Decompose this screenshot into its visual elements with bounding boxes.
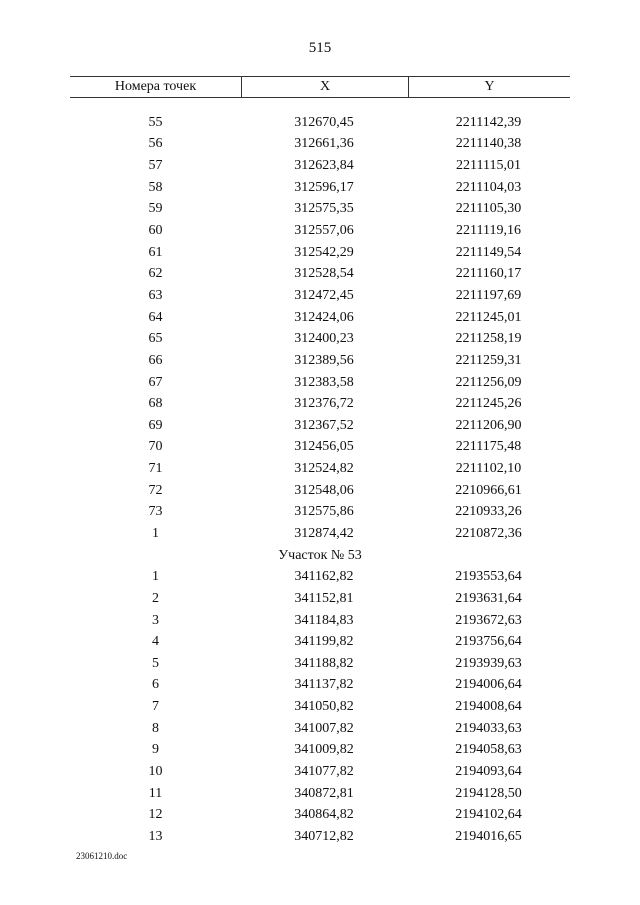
point-number-cell: 70 [148, 439, 163, 455]
x-coordinate-cell: 312557,06 [294, 223, 354, 239]
point-number-cell: 1 [152, 525, 159, 541]
point-number-cell: 62 [148, 266, 163, 282]
x-coordinate-cell: 341184,83 [294, 612, 354, 628]
y-coordinate-cell: 2211245,01 [455, 309, 522, 325]
header-y: Y [484, 79, 495, 94]
y-coordinate-cell: 2210872,36 [455, 525, 522, 541]
x-coordinate-cell: 312528,54 [294, 266, 354, 282]
x-coordinate-cell: 312367,52 [294, 417, 354, 433]
table-body [70, 112, 570, 848]
point-number-cell: 73 [148, 504, 163, 520]
x-coordinate-cell: 341199,82 [294, 634, 354, 650]
x-coordinate-cell: 312542,29 [294, 244, 354, 260]
y-coordinate-cell: 2193672,63 [455, 612, 522, 628]
y-coordinate-cell: 2193553,64 [455, 569, 522, 585]
point-number-cell: 2 [152, 590, 159, 606]
y-coordinate-cell: 2194093,64 [455, 764, 522, 780]
y-coordinate-cell: 2193631,64 [455, 590, 522, 606]
point-number-cell: 13 [148, 828, 163, 844]
x-coordinate-cell: 312575,86 [294, 504, 354, 520]
x-coordinate-cell: 312376,72 [294, 396, 354, 412]
table-row [70, 437, 570, 459]
y-coordinate-cell: 2211115,01 [456, 158, 521, 174]
point-number-cell: 1 [152, 569, 159, 585]
x-coordinate-cell: 312596,17 [294, 179, 354, 195]
point-number-cell: 6 [152, 677, 159, 693]
table-row [70, 480, 570, 502]
table-row [70, 220, 570, 242]
point-number-cell: 69 [148, 417, 163, 433]
header-x: X [242, 77, 409, 97]
footer-filename: 23061210.doc [76, 851, 128, 861]
x-coordinate-cell: 312472,45 [294, 287, 354, 303]
point-number-cell: 59 [148, 201, 163, 217]
x-coordinate-cell: 312575,35 [294, 201, 354, 217]
point-number-cell: 71 [148, 461, 163, 477]
y-coordinate-cell: 2211105,30 [455, 201, 522, 217]
point-number-cell: 61 [148, 244, 163, 260]
x-coordinate-cell: 341009,82 [294, 742, 354, 758]
point-number-cell: 60 [148, 223, 163, 239]
x-coordinate-cell: 341152,81 [294, 590, 354, 606]
point-number-cell: 66 [148, 352, 163, 368]
table-row [70, 610, 570, 632]
x-coordinate-cell: 340712,82 [294, 828, 354, 844]
x-coordinate-cell: 312623,84 [294, 158, 354, 174]
x-coordinate-cell: 312389,56 [294, 352, 354, 368]
y-coordinate-cell: 2211140,38 [455, 136, 522, 152]
y-coordinate-cell: 2211175,48 [455, 439, 522, 455]
rows-group-a [70, 112, 570, 545]
table-row [70, 328, 570, 350]
y-coordinate-cell: 2193756,64 [455, 634, 522, 650]
point-number-cell: 72 [148, 482, 163, 498]
page-number: 515 [308, 40, 332, 56]
table-row [70, 740, 570, 762]
x-coordinate-cell: 312456,05 [294, 439, 354, 455]
x-coordinate-cell: 312400,23 [294, 331, 354, 347]
table-row [70, 718, 570, 740]
table-row [70, 696, 570, 718]
point-number-cell: 11 [148, 785, 163, 801]
x-coordinate-cell: 312874,42 [294, 525, 354, 541]
table-row [70, 502, 570, 524]
y-coordinate-cell: 2194016,65 [455, 828, 522, 844]
point-number-cell: 4 [152, 634, 159, 650]
y-coordinate-cell: 2211149,54 [455, 244, 522, 260]
table-row [70, 263, 570, 285]
y-coordinate-cell: 2194033,63 [455, 720, 522, 736]
y-coordinate-cell: 2211258,19 [455, 331, 522, 347]
point-number-cell: 68 [148, 396, 163, 412]
x-coordinate-cell: 312661,36 [294, 136, 354, 152]
rows-group-b [70, 566, 570, 847]
point-number-cell: 56 [148, 136, 163, 152]
x-coordinate-cell: 340864,82 [294, 807, 354, 823]
table-row [70, 761, 570, 783]
table-row [70, 523, 570, 545]
y-coordinate-cell: 2211259,31 [455, 352, 522, 368]
table-row [70, 631, 570, 653]
point-number-cell: 12 [148, 807, 163, 823]
x-coordinate-cell: 341007,82 [294, 720, 354, 736]
table-header [70, 76, 570, 98]
y-coordinate-cell: 2211197,69 [455, 287, 522, 303]
table-row [70, 307, 570, 329]
y-coordinate-cell: 2211245,26 [455, 396, 522, 412]
x-coordinate-cell: 312524,82 [294, 461, 354, 477]
y-coordinate-cell: 2194102,64 [455, 807, 522, 823]
x-coordinate-cell: 340872,81 [294, 785, 354, 801]
x-coordinate-cell: 341077,82 [294, 764, 354, 780]
point-number-cell: 58 [148, 179, 163, 195]
table-row [70, 372, 570, 394]
table-row [70, 199, 570, 221]
table-row [70, 393, 570, 415]
point-number-cell: 7 [152, 699, 159, 715]
table-row [70, 112, 570, 134]
table-row [70, 588, 570, 610]
y-coordinate-cell: 2211119,16 [456, 223, 521, 239]
point-number-cell: 5 [152, 655, 159, 671]
table-row [70, 675, 570, 697]
x-coordinate-cell: 341188,82 [294, 655, 354, 671]
x-coordinate-cell: 312670,45 [294, 114, 354, 130]
table-row [70, 134, 570, 156]
y-coordinate-cell: 2194008,64 [455, 699, 522, 715]
table-row [70, 177, 570, 199]
table-row [70, 415, 570, 437]
x-coordinate-cell: 341137,82 [294, 677, 354, 693]
y-coordinate-cell: 2211256,09 [455, 374, 522, 390]
y-coordinate-cell: 2194058,63 [455, 742, 522, 758]
table-row [70, 805, 570, 827]
point-number-cell: 10 [148, 764, 163, 780]
y-coordinate-cell: 2194128,50 [455, 785, 522, 801]
point-number-cell: 8 [152, 720, 159, 736]
point-number-cell: 55 [148, 114, 163, 130]
x-coordinate-cell: 341050,82 [294, 699, 354, 715]
point-number-cell: 3 [152, 612, 159, 628]
x-coordinate-cell: 312548,06 [294, 482, 354, 498]
section-title: Участок № 53 [278, 547, 362, 563]
y-coordinate-cell: 2211160,17 [455, 266, 522, 282]
x-coordinate-cell: 312424,06 [294, 309, 354, 325]
table-row [70, 566, 570, 588]
y-coordinate-cell: 2211206,90 [455, 417, 522, 433]
point-number-cell: 64 [148, 309, 163, 325]
point-number-cell: 67 [148, 374, 163, 390]
y-coordinate-cell: 2211142,39 [455, 114, 522, 130]
y-coordinate-cell: 2193939,63 [455, 655, 522, 671]
table-row [70, 242, 570, 264]
y-coordinate-cell: 2210966,61 [455, 482, 522, 498]
y-coordinate-cell: 2211104,03 [455, 179, 522, 195]
table-row [70, 285, 570, 307]
table-row [70, 458, 570, 480]
point-number-cell: 9 [152, 742, 159, 758]
header-points: Номера точек [70, 77, 242, 97]
point-number-cell: 65 [148, 331, 163, 347]
table-row [70, 826, 570, 848]
y-coordinate-cell: 2194006,64 [455, 677, 522, 693]
table-row [70, 653, 570, 675]
table-row [70, 155, 570, 177]
y-coordinate-cell: 2210933,26 [455, 504, 522, 520]
point-number-cell: 57 [148, 158, 163, 174]
x-coordinate-cell: 312383,58 [294, 374, 354, 390]
table-row [70, 783, 570, 805]
y-coordinate-cell: 2211102,10 [455, 461, 522, 477]
x-coordinate-cell: 341162,82 [294, 569, 354, 585]
table-row [70, 350, 570, 372]
point-number-cell: 63 [148, 287, 163, 303]
